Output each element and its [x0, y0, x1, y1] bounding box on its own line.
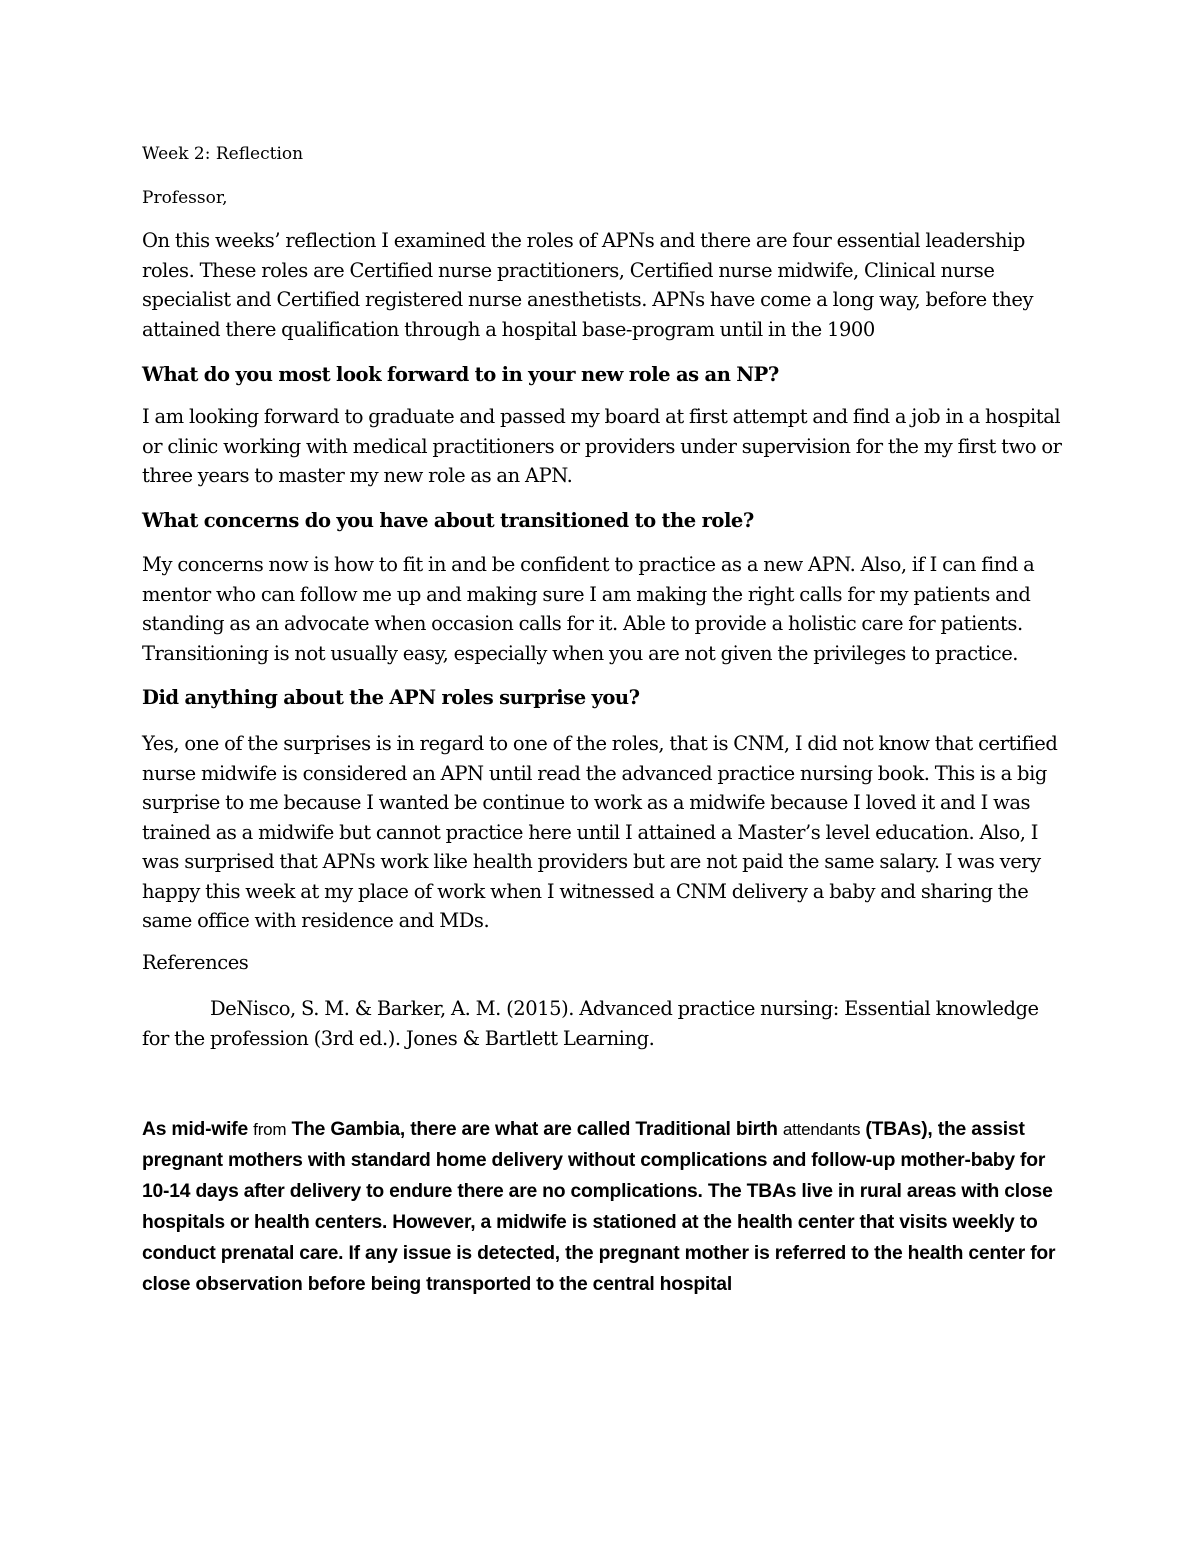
note-text: As mid-wife	[142, 1119, 254, 1140]
note-text: (TBAs), the assist pregnant mothers with standard home delivery without complications and follow-up mother-baby for 10-14 days after delivery to endure there are no complications. The TBAs live in rural areas with close hospitals or health centers. However, a midwife is stationed at the health center that visits weekly to conduct prenatal care. If any issue is detected, the pregnant mother is referred to the health center for close observation before being transported to the central hospital	[142, 1119, 1056, 1295]
references-heading: References	[142, 951, 249, 974]
note-text: The Gambia, there are what are called Traditional birth	[286, 1119, 783, 1140]
answer-paragraph: Yes, one of the surprises is in regard to one of the roles, that is CNM, I did not know that certified nurse midwife is considered an APN until read the advanced practice nursing book. This is a big surprise to me because I wanted be continue to work as a midwife because I loved it and I was trained as a midwife but cannot practice here until I attained a Master’s level education. Also, I was surprised that APNs work like health providers but are not paid the same salary. I was very happy this week at my place of work when I witnessed a CNM delivery a baby and sharing the same office with residence and MDs.	[142, 732, 1058, 932]
question-heading: What concerns do you have about transitioned to the role?	[142, 509, 754, 532]
gambia-midwife-note	[142, 1114, 1072, 1300]
note-text-light: from	[253, 1120, 287, 1139]
question-heading: Did anything about the APN roles surprise you?	[142, 686, 640, 709]
answer-paragraph: My concerns now is how to fit in and be confident to practice as a new APN. Also, if I can find a mentor who can follow me up and making sure I am making the right calls for my patients and standing as an advocate when occasion calls for it. Able to provide a holistic care for patients. Transitioning is not usually easy, especially when you are not given the privileges to practice.	[142, 553, 1035, 665]
intro-paragraph: On this weeks’ reflection I examined the roles of APNs and there are four essential leadership roles. These roles are Certified nurse practitioners, Certified nurse midwife, Clinical nurse specialist and Certified registered nurse anesthetists. APNs have come a long way, before they attained there qualification through a hospital base-program until in the 1900	[142, 229, 1034, 341]
reference-entry: DeNisco, S. M. & Barker, A. M. (2015). Advanced practice nursing: Essential knowledge for the profession (3rd ed.). Jones & Bartlett Learning.	[142, 997, 1039, 1050]
salutation: Professor,	[142, 188, 228, 208]
document-title: Week 2: Reflection	[142, 144, 304, 164]
note-text-light: attendants	[782, 1120, 861, 1139]
question-heading: What do you most look forward to in your new role as an NP?	[142, 363, 779, 386]
answer-paragraph: I am looking forward to graduate and passed my board at first attempt and find a job in a hospital or clinic working with medical practitioners or providers under supervision for the my first two or three years to master my new role as an APN.	[142, 405, 1062, 487]
